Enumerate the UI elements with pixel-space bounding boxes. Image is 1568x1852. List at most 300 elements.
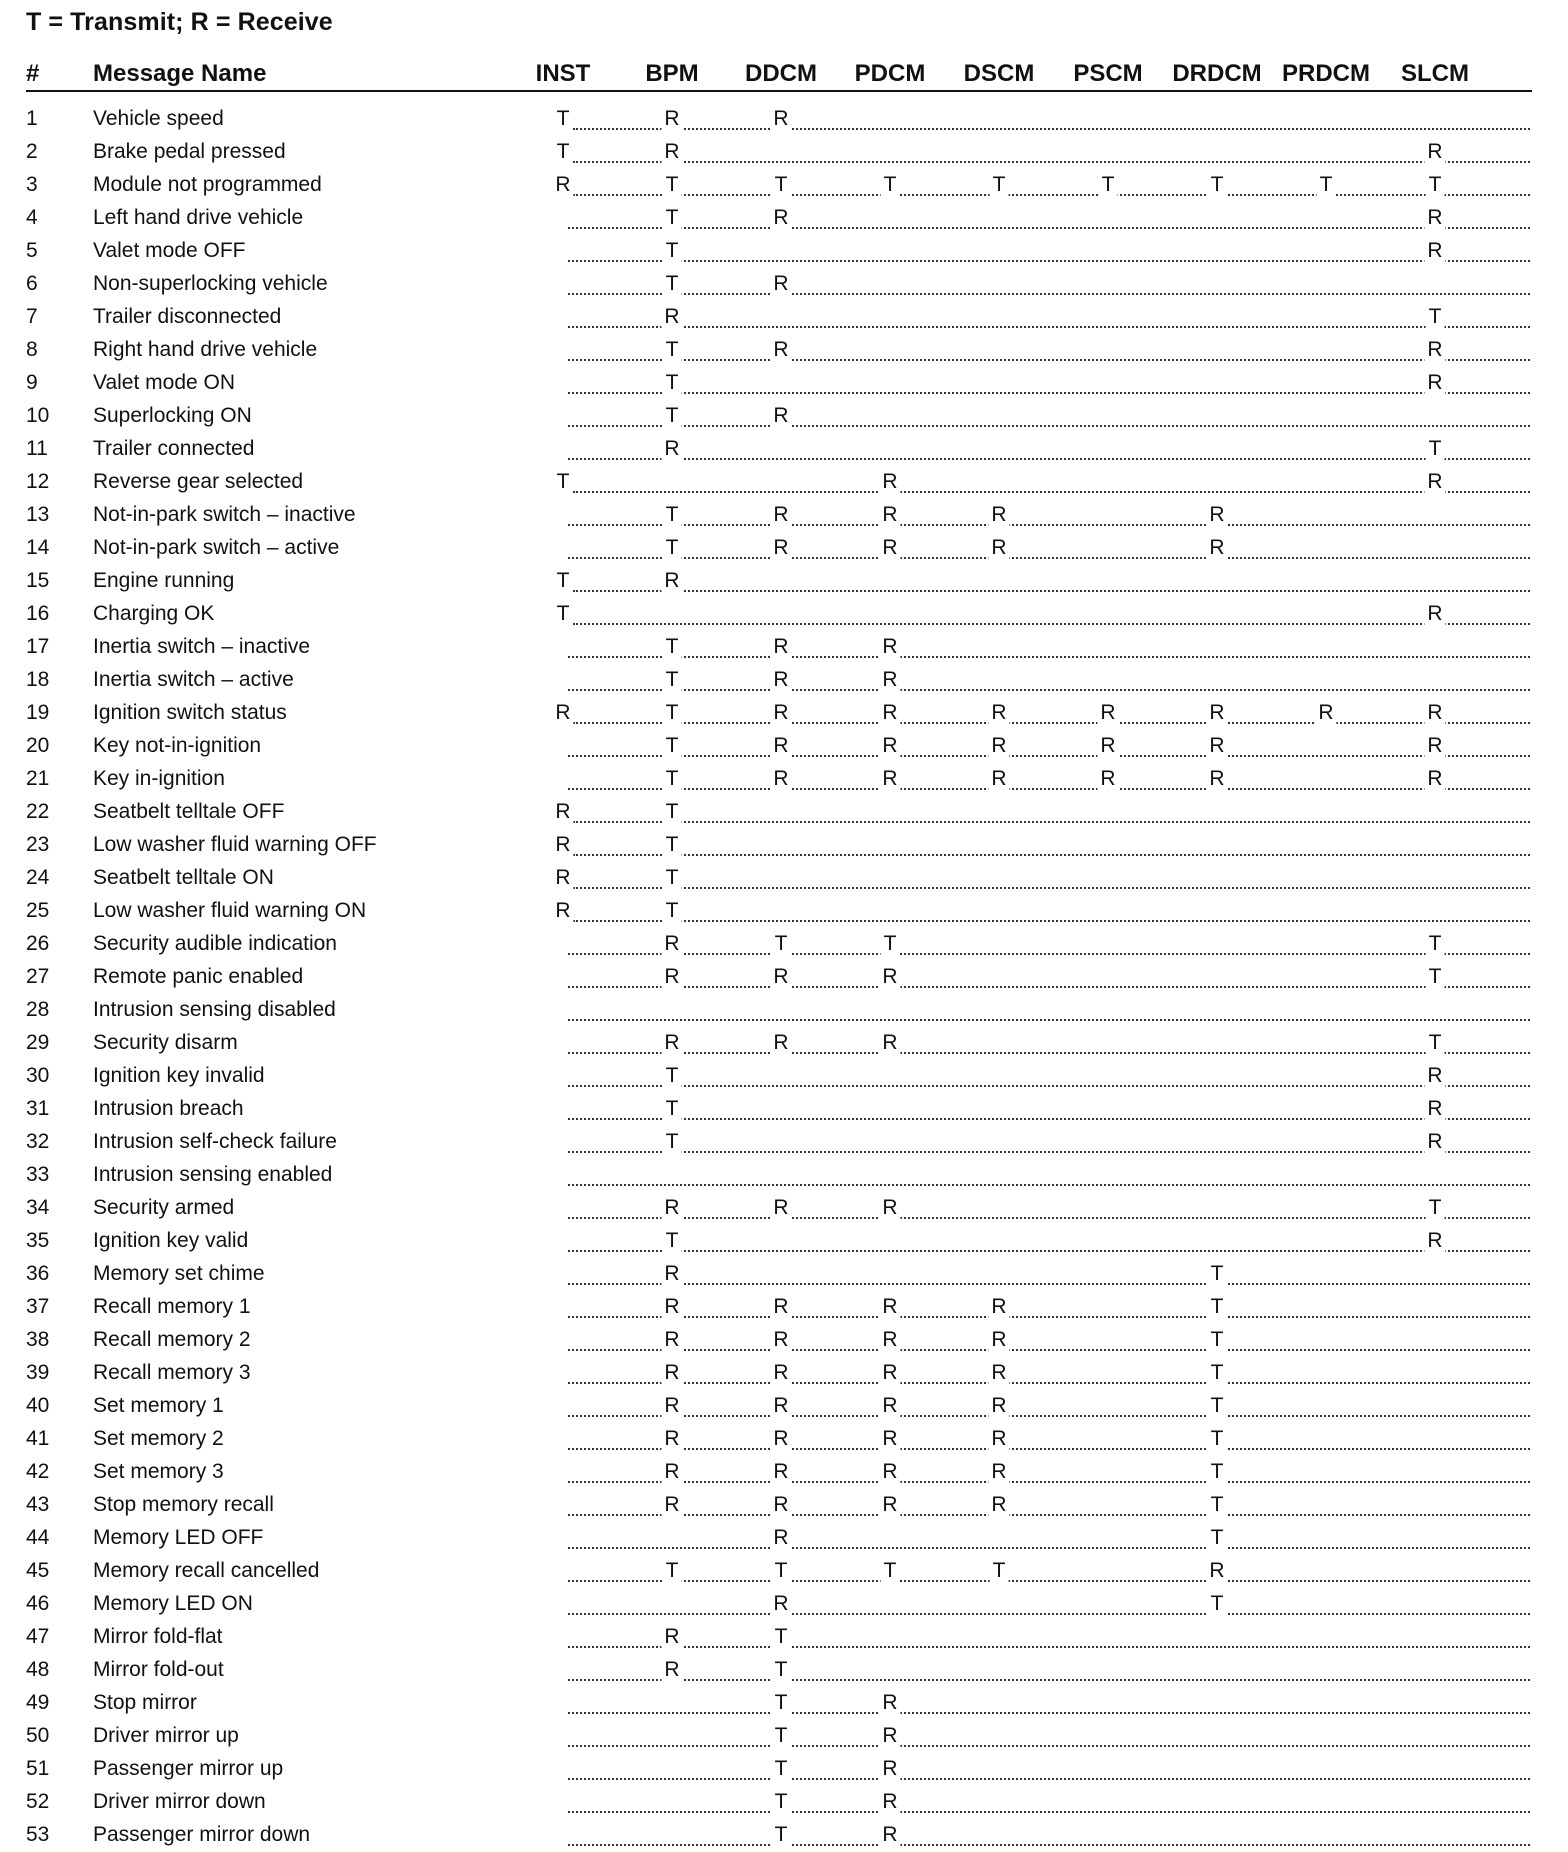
header-module-slcm: SLCM xyxy=(1401,60,1469,87)
row-number: 4 xyxy=(26,206,38,229)
cell-ddcm: T xyxy=(772,1625,791,1649)
cell-dscm: R xyxy=(988,1328,1009,1352)
cell-inst: T xyxy=(554,602,573,626)
cell-pdcm: R xyxy=(879,734,900,758)
row-number: 32 xyxy=(26,1130,50,1153)
row-number: 50 xyxy=(26,1724,50,1747)
row-number: 52 xyxy=(26,1790,50,1813)
message-name: Valet mode OFF xyxy=(93,239,246,262)
message-name: Module not programmed xyxy=(93,173,322,196)
dotted-leader xyxy=(568,1184,1530,1186)
cell-pdcm: R xyxy=(879,767,900,791)
cell-ddcm: R xyxy=(770,965,791,989)
row-number: 47 xyxy=(26,1625,50,1648)
table-row xyxy=(0,1621,1568,1654)
cell-ddcm: R xyxy=(770,272,791,296)
header-number: # xyxy=(26,60,40,87)
dotted-leader xyxy=(568,1118,1530,1120)
dotted-leader xyxy=(568,656,1530,658)
cell-pdcm: T xyxy=(881,173,900,197)
table-row xyxy=(0,1324,1568,1357)
message-name: Inertia switch – inactive xyxy=(93,635,311,658)
row-number: 3 xyxy=(26,173,38,196)
dotted-leader xyxy=(568,1316,1530,1318)
row-number: 10 xyxy=(26,404,50,427)
row-number: 6 xyxy=(26,272,38,295)
message-name: Set memory 2 xyxy=(93,1427,224,1450)
cell-dscm: R xyxy=(988,1361,1009,1385)
cell-prdcm: R xyxy=(1315,701,1336,725)
cell-pdcm: R xyxy=(879,503,900,527)
message-name: Security armed xyxy=(93,1196,235,1219)
message-name: Ignition key invalid xyxy=(93,1064,265,1087)
dotted-leader xyxy=(573,491,1530,493)
cell-ddcm: R xyxy=(770,1361,791,1385)
cell-ddcm: T xyxy=(772,1724,791,1748)
row-number: 18 xyxy=(26,668,50,691)
cell-bpm: R xyxy=(661,1394,682,1418)
row-number: 11 xyxy=(26,437,48,460)
table-row xyxy=(0,1291,1568,1324)
message-name: Recall memory 3 xyxy=(93,1361,251,1384)
row-number: 48 xyxy=(26,1658,50,1681)
dotted-leader xyxy=(568,260,1530,262)
message-name: Key not-in-ignition xyxy=(93,734,262,757)
row-number: 33 xyxy=(26,1163,50,1186)
row-number: 51 xyxy=(26,1757,50,1780)
cell-pdcm: T xyxy=(881,1559,900,1583)
cell-bpm: T xyxy=(663,1097,682,1121)
cell-ddcm: T xyxy=(772,932,791,956)
cell-inst: R xyxy=(552,173,573,197)
cell-inst: R xyxy=(552,800,573,824)
cell-bpm: R xyxy=(661,1460,682,1484)
cell-bpm: T xyxy=(663,404,682,428)
cell-bpm: T xyxy=(663,734,682,758)
cell-ddcm: R xyxy=(770,1592,791,1616)
cell-bpm: R xyxy=(661,569,682,593)
table-row xyxy=(0,928,1568,961)
dotted-leader xyxy=(573,590,1530,592)
header-module-drdcm: DRDCM xyxy=(1172,60,1262,87)
table-row xyxy=(0,1126,1568,1159)
cell-ddcm: R xyxy=(770,701,791,725)
message-name: Key in-ignition xyxy=(93,767,225,790)
message-name: Stop memory recall xyxy=(93,1493,274,1516)
row-number: 23 xyxy=(26,833,50,856)
cell-slcm: R xyxy=(1424,1229,1445,1253)
cell-inst: T xyxy=(554,107,573,131)
cell-dscm: R xyxy=(988,1295,1009,1319)
cell-slcm: R xyxy=(1424,338,1445,362)
dotted-leader xyxy=(568,1382,1530,1384)
cell-dscm: R xyxy=(988,734,1009,758)
message-name: Memory LED OFF xyxy=(93,1526,264,1549)
cell-bpm: R xyxy=(661,932,682,956)
cell-pdcm: T xyxy=(881,932,900,956)
dotted-leader xyxy=(568,1646,1530,1648)
table-row xyxy=(0,499,1568,532)
cell-drdcm: R xyxy=(1206,701,1227,725)
cell-ddcm: T xyxy=(772,1559,791,1583)
cell-slcm: R xyxy=(1424,602,1445,626)
table-row xyxy=(0,1027,1568,1060)
message-name: Passenger mirror up xyxy=(93,1757,284,1780)
cell-slcm: T xyxy=(1426,305,1445,329)
cell-slcm: T xyxy=(1426,1031,1445,1055)
cell-inst: R xyxy=(552,833,573,857)
dotted-leader xyxy=(568,1547,1530,1549)
dotted-leader xyxy=(568,227,1530,229)
table-row xyxy=(0,631,1568,664)
row-number: 7 xyxy=(26,305,38,328)
message-name: Memory LED ON xyxy=(93,1592,253,1615)
cell-drdcm: T xyxy=(1208,1328,1227,1352)
cell-ddcm: R xyxy=(770,1427,791,1451)
cell-drdcm: T xyxy=(1208,1460,1227,1484)
cell-ddcm: R xyxy=(770,1460,791,1484)
cell-slcm: T xyxy=(1426,1196,1445,1220)
message-name: Mirror fold-out xyxy=(93,1658,224,1681)
cell-drdcm: T xyxy=(1208,1493,1227,1517)
cell-pdcm: R xyxy=(879,668,900,692)
cell-slcm: R xyxy=(1424,1064,1445,1088)
message-name: Security disarm xyxy=(93,1031,238,1054)
dotted-leader xyxy=(568,1019,1530,1021)
dotted-leader xyxy=(568,1349,1530,1351)
cell-bpm: T xyxy=(663,173,682,197)
dotted-leader xyxy=(568,1712,1530,1714)
row-number: 35 xyxy=(26,1229,50,1252)
message-name: Ignition switch status xyxy=(93,701,287,724)
message-name: Memory set chime xyxy=(93,1262,265,1285)
cell-bpm: T xyxy=(663,767,682,791)
row-number: 28 xyxy=(26,998,50,1021)
cell-ddcm: T xyxy=(772,1658,791,1682)
table-row xyxy=(0,1192,1568,1225)
row-number: 40 xyxy=(26,1394,50,1417)
dotted-leader xyxy=(568,1250,1530,1252)
row-number: 46 xyxy=(26,1592,50,1615)
message-name: Low washer fluid warning OFF xyxy=(93,833,377,856)
dotted-leader xyxy=(568,1151,1530,1153)
dotted-leader xyxy=(568,689,1530,691)
cell-bpm: T xyxy=(663,1064,682,1088)
row-number: 16 xyxy=(26,602,50,625)
cell-bpm: T xyxy=(663,1130,682,1154)
dotted-leader xyxy=(568,1580,1530,1582)
table-row xyxy=(0,1753,1568,1786)
cell-pdcm: R xyxy=(879,1031,900,1055)
cell-pdcm: R xyxy=(879,1295,900,1319)
table-row xyxy=(0,268,1568,301)
cell-drdcm: T xyxy=(1208,1526,1227,1550)
cell-inst: T xyxy=(554,569,573,593)
message-name: Set memory 3 xyxy=(93,1460,224,1483)
cell-slcm: R xyxy=(1424,371,1445,395)
table-row xyxy=(0,136,1568,169)
table-row xyxy=(0,862,1568,895)
cell-slcm: T xyxy=(1426,965,1445,989)
message-name: Ignition key valid xyxy=(93,1229,249,1252)
cell-bpm: R xyxy=(661,107,682,131)
cell-pscm: R xyxy=(1097,767,1118,791)
cell-drdcm: T xyxy=(1208,1361,1227,1385)
table-row xyxy=(0,1390,1568,1423)
cell-drdcm: T xyxy=(1208,1592,1227,1616)
cell-bpm: T xyxy=(663,239,682,263)
message-name: Trailer connected xyxy=(93,437,255,460)
message-name: Trailer disconnected xyxy=(93,305,282,328)
cell-dscm: R xyxy=(988,536,1009,560)
cell-bpm: T xyxy=(663,899,682,923)
table-row xyxy=(0,598,1568,631)
cell-bpm: T xyxy=(663,272,682,296)
dotted-leader xyxy=(568,1052,1530,1054)
row-number: 20 xyxy=(26,734,50,757)
cell-bpm: T xyxy=(663,371,682,395)
cell-drdcm: R xyxy=(1206,734,1227,758)
message-name: Memory recall cancelled xyxy=(93,1559,320,1582)
message-name: Reverse gear selected xyxy=(93,470,304,493)
message-name: Passenger mirror down xyxy=(93,1823,311,1846)
message-name: Valet mode ON xyxy=(93,371,236,394)
header-module-pdcm: PDCM xyxy=(854,60,926,87)
table-row xyxy=(0,1720,1568,1753)
dotted-leader xyxy=(568,1283,1530,1285)
cell-slcm: R xyxy=(1424,767,1445,791)
row-number: 53 xyxy=(26,1823,50,1846)
row-number: 17 xyxy=(26,635,50,658)
cell-dscm: R xyxy=(988,767,1009,791)
cell-dscm: R xyxy=(988,1460,1009,1484)
header-module-dscm: DSCM xyxy=(963,60,1035,87)
message-name: Left hand drive vehicle xyxy=(93,206,304,229)
cell-pscm: R xyxy=(1097,734,1118,758)
row-number: 29 xyxy=(26,1031,50,1054)
message-name: Stop mirror xyxy=(93,1691,197,1714)
table-row xyxy=(0,532,1568,565)
message-name: Charging OK xyxy=(93,602,215,625)
cell-dscm: T xyxy=(990,1559,1009,1583)
cell-ddcm: R xyxy=(770,503,791,527)
dotted-leader xyxy=(568,755,1530,757)
cell-bpm: R xyxy=(661,1493,682,1517)
cell-inst: T xyxy=(554,470,573,494)
cell-drdcm: R xyxy=(1206,503,1227,527)
cell-prdcm: T xyxy=(1317,173,1336,197)
cell-bpm: T xyxy=(663,1559,682,1583)
header-module-bpm: BPM xyxy=(645,60,699,87)
cell-bpm: T xyxy=(663,1229,682,1253)
dotted-leader xyxy=(573,194,1530,196)
cell-pdcm: R xyxy=(879,701,900,725)
dotted-leader xyxy=(568,1613,1530,1615)
row-number: 22 xyxy=(26,800,50,823)
row-number: 43 xyxy=(26,1493,50,1516)
header-module-prdcm: PRDCM xyxy=(1282,60,1370,87)
cell-drdcm: R xyxy=(1206,1559,1227,1583)
dotted-leader xyxy=(568,1514,1530,1516)
dotted-leader xyxy=(568,1844,1530,1846)
cell-ddcm: T xyxy=(772,173,791,197)
row-number: 39 xyxy=(26,1361,50,1384)
table-row xyxy=(0,1423,1568,1456)
message-name: Engine running xyxy=(93,569,235,592)
table-row xyxy=(0,103,1568,136)
message-name: Seatbelt telltale ON xyxy=(93,866,274,889)
cell-ddcm: R xyxy=(770,404,791,428)
cell-slcm: R xyxy=(1424,734,1445,758)
message-name: Intrusion sensing disabled xyxy=(93,998,336,1021)
dotted-leader xyxy=(568,953,1530,955)
cell-dscm: R xyxy=(988,1427,1009,1451)
message-name: Intrusion sensing enabled xyxy=(93,1163,333,1186)
cell-bpm: T xyxy=(663,338,682,362)
row-number: 8 xyxy=(26,338,38,361)
cell-ddcm: R xyxy=(770,1196,791,1220)
table-row xyxy=(0,565,1568,598)
table-row xyxy=(0,1654,1568,1687)
dotted-leader xyxy=(568,359,1530,361)
row-number: 41 xyxy=(26,1427,50,1450)
cell-inst: T xyxy=(554,140,573,164)
cell-drdcm: T xyxy=(1208,1262,1227,1286)
cell-pscm: T xyxy=(1099,173,1118,197)
dotted-leader xyxy=(568,392,1530,394)
cell-slcm: R xyxy=(1424,1097,1445,1121)
table-row xyxy=(0,1489,1568,1522)
row-number: 27 xyxy=(26,965,50,988)
message-name: Mirror fold-flat xyxy=(93,1625,223,1648)
cell-pdcm: R xyxy=(879,470,900,494)
table-row xyxy=(0,202,1568,235)
dotted-leader xyxy=(573,128,1530,130)
dotted-leader xyxy=(568,1217,1530,1219)
table-row xyxy=(0,301,1568,334)
cell-slcm: R xyxy=(1424,239,1445,263)
table-row xyxy=(0,1225,1568,1258)
cell-pdcm: R xyxy=(879,1493,900,1517)
message-name: Not-in-park switch – inactive xyxy=(93,503,356,526)
dotted-leader xyxy=(568,1481,1530,1483)
cell-pdcm: R xyxy=(879,965,900,989)
cell-slcm: T xyxy=(1426,932,1445,956)
cell-ddcm: R xyxy=(770,734,791,758)
cell-bpm: T xyxy=(663,701,682,725)
table-row xyxy=(0,466,1568,499)
cell-bpm: R xyxy=(661,305,682,329)
row-number: 45 xyxy=(26,1559,50,1582)
header-module-inst: INST xyxy=(535,60,591,87)
table-row xyxy=(0,1357,1568,1390)
cell-bpm: R xyxy=(661,1031,682,1055)
dotted-leader xyxy=(568,1745,1530,1747)
cell-slcm: R xyxy=(1424,206,1445,230)
row-number: 25 xyxy=(26,899,50,922)
row-number: 31 xyxy=(26,1097,50,1120)
table-row xyxy=(0,169,1568,202)
row-number: 2 xyxy=(26,140,38,163)
row-number: 13 xyxy=(26,503,50,526)
cell-pdcm: R xyxy=(879,536,900,560)
cell-ddcm: T xyxy=(772,1823,791,1847)
cell-dscm: R xyxy=(988,1493,1009,1517)
message-name: Recall memory 2 xyxy=(93,1328,251,1351)
cell-ddcm: R xyxy=(770,1526,791,1550)
cell-bpm: R xyxy=(661,437,682,461)
message-name: Inertia switch – active xyxy=(93,668,294,691)
cell-bpm: R xyxy=(661,1625,682,1649)
dotted-leader xyxy=(573,821,1530,823)
row-number: 36 xyxy=(26,1262,50,1285)
cell-ddcm: R xyxy=(770,668,791,692)
message-name: Superlocking ON xyxy=(93,404,252,427)
cell-slcm: R xyxy=(1424,470,1445,494)
cell-pdcm: R xyxy=(879,1757,900,1781)
table-row xyxy=(0,334,1568,367)
cell-bpm: T xyxy=(663,635,682,659)
table-row xyxy=(0,1456,1568,1489)
cell-slcm: R xyxy=(1424,701,1445,725)
row-number: 49 xyxy=(26,1691,50,1714)
cell-ddcm: R xyxy=(770,338,791,362)
table-row xyxy=(0,730,1568,763)
message-name: Security audible indication xyxy=(93,932,337,955)
cell-pdcm: R xyxy=(879,1823,900,1847)
table-row xyxy=(0,697,1568,730)
cell-bpm: T xyxy=(663,206,682,230)
row-number: 34 xyxy=(26,1196,50,1219)
message-name: Low washer fluid warning ON xyxy=(93,899,367,922)
cell-pdcm: R xyxy=(879,1427,900,1451)
row-number: 26 xyxy=(26,932,50,955)
row-number: 12 xyxy=(26,470,50,493)
dotted-leader xyxy=(568,425,1530,427)
row-number: 14 xyxy=(26,536,50,559)
dotted-leader xyxy=(568,458,1530,460)
dotted-leader xyxy=(568,1778,1530,1780)
cell-drdcm: R xyxy=(1206,767,1227,791)
row-number: 19 xyxy=(26,701,50,724)
cell-pdcm: R xyxy=(879,1724,900,1748)
row-number: 44 xyxy=(26,1526,50,1549)
table-row xyxy=(0,1060,1568,1093)
row-number: 24 xyxy=(26,866,50,889)
dotted-leader xyxy=(568,524,1530,526)
cell-pdcm: R xyxy=(879,1328,900,1352)
cell-pdcm: R xyxy=(879,1691,900,1715)
dotted-leader xyxy=(568,1415,1530,1417)
cell-ddcm: R xyxy=(770,536,791,560)
row-number: 42 xyxy=(26,1460,50,1483)
message-name: Brake pedal pressed xyxy=(93,140,286,163)
header-module-pscm: PSCM xyxy=(1073,60,1143,87)
table-row xyxy=(0,829,1568,862)
table-row xyxy=(0,1159,1568,1192)
cell-slcm: R xyxy=(1424,1130,1445,1154)
cell-ddcm: R xyxy=(770,107,791,131)
row-number: 38 xyxy=(26,1328,50,1351)
cell-drdcm: T xyxy=(1208,173,1227,197)
cell-ddcm: R xyxy=(770,206,791,230)
dotted-leader xyxy=(573,623,1530,625)
message-name: Seatbelt telltale OFF xyxy=(93,800,285,823)
dotted-leader xyxy=(568,1679,1530,1681)
table-row xyxy=(0,1093,1568,1126)
cell-pdcm: R xyxy=(879,1394,900,1418)
cell-dscm: T xyxy=(990,173,1009,197)
